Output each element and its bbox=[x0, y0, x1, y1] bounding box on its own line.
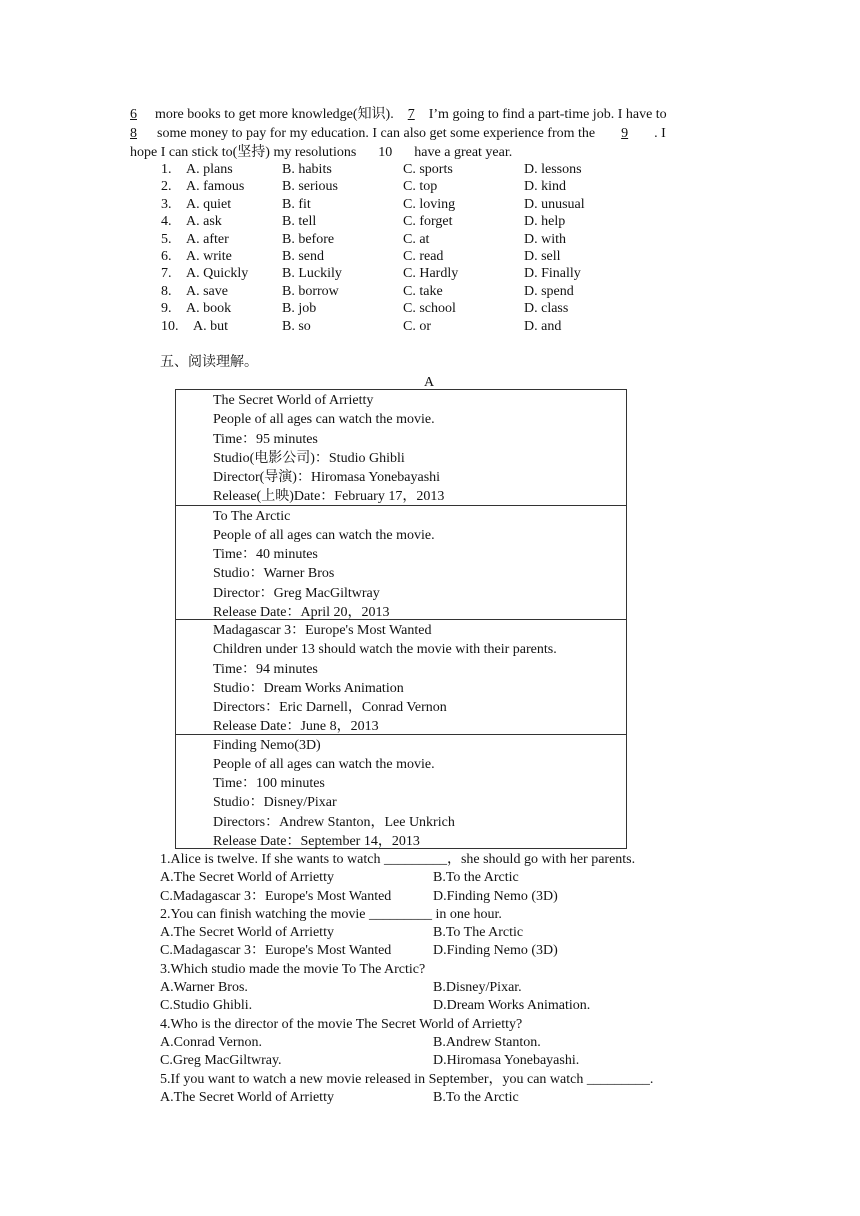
option-a: A. ask bbox=[186, 214, 222, 230]
option-c: C.Madagascar 3：Europe's Most Wanted bbox=[160, 943, 392, 959]
option-b: B. habits bbox=[282, 162, 332, 177]
option-b: B. tell bbox=[282, 214, 317, 230]
movie-release: Release(上映)Date：February 17，2013 bbox=[213, 489, 445, 505]
movie-time: Time：100 minutes bbox=[213, 776, 325, 792]
passage-text: some money to pay for my education. I can also get some experience from the bbox=[157, 126, 596, 141]
section-heading: 五、阅读理解。 bbox=[160, 355, 258, 370]
option-b: B.Disney/Pixar. bbox=[433, 980, 522, 996]
passage-line-2 bbox=[130, 125, 730, 144]
passage-text: I’m going to find a part-time job. I have to bbox=[428, 107, 667, 122]
option-a: A. book bbox=[186, 301, 232, 317]
option-number: 8. bbox=[161, 283, 172, 299]
passage-text: . I bbox=[654, 126, 666, 141]
option-number: 10. bbox=[161, 318, 179, 334]
movie-time: Time：95 minutes bbox=[213, 431, 318, 447]
question-1-options-cd bbox=[160, 888, 760, 906]
blank-10: 10 bbox=[378, 145, 393, 160]
question-text: 2.You can finish watching the movie _________ in one hour. bbox=[160, 906, 502, 922]
option-a: A. after bbox=[186, 231, 229, 247]
question-text: 3.Which studio made the movie To The Arctic? bbox=[160, 961, 426, 977]
passage-text: hope I can stick to(坚持) my resolutions bbox=[130, 145, 357, 160]
question-1 bbox=[160, 851, 760, 869]
movie-audience: Children under 13 should watch the movie with their parents. bbox=[213, 642, 557, 658]
movie-entry bbox=[176, 390, 626, 505]
passage-label: A bbox=[424, 375, 435, 390]
movie-entry bbox=[176, 505, 626, 620]
question-4-options-cd bbox=[160, 1052, 760, 1070]
option-b: B.To the Arctic bbox=[433, 1089, 519, 1105]
option-a: A. Quickly bbox=[186, 266, 249, 282]
movie-table bbox=[175, 389, 627, 849]
question-3 bbox=[160, 961, 760, 979]
option-d: D. and bbox=[524, 318, 562, 334]
option-d: D.Hiromasa Yonebayashi. bbox=[433, 1053, 580, 1069]
option-a: A. write bbox=[186, 248, 232, 264]
movie-audience: People of all ages can watch the movie. bbox=[213, 756, 435, 772]
option-b: B.To the Arctic bbox=[433, 870, 519, 886]
option-c: C. school bbox=[403, 301, 456, 317]
question-2-options-cd bbox=[160, 942, 760, 960]
passage-line-1 bbox=[130, 106, 730, 125]
option-d: D. with bbox=[524, 231, 566, 247]
option-c: C. sports bbox=[403, 162, 453, 177]
option-number: 9. bbox=[161, 301, 172, 317]
blank-8: 8 bbox=[130, 126, 137, 141]
movie-director: Directors：Andrew Stanton，Lee Unkrich bbox=[213, 814, 455, 830]
option-c: C.Studio Ghibli. bbox=[160, 998, 253, 1014]
movie-time: Time：40 minutes bbox=[213, 547, 318, 563]
option-a: A. famous bbox=[186, 179, 245, 195]
option-c: C. forget bbox=[403, 214, 453, 230]
option-b: B.Andrew Stanton. bbox=[433, 1034, 541, 1050]
question-text: 4.Who is the director of the movie The Secret World of Arrietty? bbox=[160, 1016, 523, 1032]
movie-title: To The Arctic bbox=[213, 508, 291, 524]
option-b: B. borrow bbox=[282, 283, 339, 299]
option-d: D. help bbox=[524, 214, 566, 230]
option-number: 7. bbox=[161, 266, 172, 282]
option-b: B. before bbox=[282, 231, 335, 247]
option-number: 4. bbox=[161, 214, 172, 230]
option-d: D. Finally bbox=[524, 266, 581, 282]
option-a: A. plans bbox=[186, 162, 233, 177]
movie-audience: People of all ages can watch the movie. bbox=[213, 412, 435, 428]
cloze-passage bbox=[130, 106, 730, 163]
question-2-options-ab bbox=[160, 924, 760, 942]
option-a: A.Conrad Vernon. bbox=[160, 1034, 263, 1050]
blank-6: 6 bbox=[130, 107, 137, 122]
option-b: B. serious bbox=[282, 179, 338, 195]
option-c: C. Hardly bbox=[403, 266, 459, 282]
question-5 bbox=[160, 1071, 760, 1089]
option-c: C.Greg MacGiltwray. bbox=[160, 1053, 282, 1069]
question-3-options-ab bbox=[160, 979, 760, 997]
movie-studio: Studio：Disney/Pixar bbox=[213, 795, 337, 811]
option-a: A.The Secret World of Arrietty bbox=[160, 870, 334, 886]
passage-text: more books to get more knowledge(知识). bbox=[155, 107, 394, 122]
movie-release: Release Date：April 20，2013 bbox=[213, 604, 390, 620]
option-number: 3. bbox=[161, 196, 172, 212]
passage-text: have a great year. bbox=[414, 145, 513, 160]
movie-audience: People of all ages can watch the movie. bbox=[213, 527, 435, 543]
question-1-options-ab bbox=[160, 869, 760, 887]
option-number: 6. bbox=[161, 248, 172, 264]
movie-title: The Secret World of Arrietty bbox=[213, 393, 374, 408]
option-d: D. class bbox=[524, 301, 569, 317]
blank-9: 9 bbox=[621, 126, 629, 141]
question-5-options-ab bbox=[160, 1089, 760, 1107]
movie-director: Directors：Eric Darnell，Conrad Vernon bbox=[213, 700, 447, 716]
option-number: 2. bbox=[161, 179, 172, 195]
option-a: A.The Secret World of Arrietty bbox=[160, 1089, 334, 1105]
option-number: 5. bbox=[161, 231, 172, 247]
movie-release: Release Date：June 8，2013 bbox=[213, 719, 379, 735]
option-d: D.Dream Works Animation. bbox=[433, 998, 591, 1014]
option-b: B. Luckily bbox=[282, 266, 342, 282]
option-c: C. top bbox=[403, 179, 438, 195]
movie-title: Finding Nemo(3D) bbox=[213, 737, 321, 753]
question-text: 1.Alice is twelve. If she wants to watch _________，she should go with her parents. bbox=[160, 852, 636, 867]
option-c: C. at bbox=[403, 231, 430, 247]
option-b: B. fit bbox=[282, 196, 311, 212]
option-b: B. job bbox=[282, 301, 317, 317]
movie-director: Director(导演)：Hiromasa Yonebayashi bbox=[213, 470, 441, 486]
option-b: B. send bbox=[282, 248, 324, 264]
movie-title: Madagascar 3：Europe's Most Wanted bbox=[213, 623, 432, 638]
option-b: B. so bbox=[282, 318, 311, 334]
option-d: D.Finding Nemo (3D) bbox=[433, 943, 558, 959]
option-a: A. quiet bbox=[186, 196, 232, 212]
question-text: 5.If you want to watch a new movie released in September，you can watch _________. bbox=[160, 1071, 654, 1087]
option-c: C. or bbox=[403, 318, 431, 334]
option-a: A.The Secret World of Arrietty bbox=[160, 925, 334, 941]
option-d: D. unusual bbox=[524, 196, 585, 212]
option-c: C. take bbox=[403, 283, 443, 299]
option-d: D.Finding Nemo (3D) bbox=[433, 888, 558, 904]
question-2 bbox=[160, 906, 760, 924]
option-number: 1. bbox=[161, 162, 172, 177]
option-d: D. spend bbox=[524, 283, 574, 299]
movie-time: Time：94 minutes bbox=[213, 661, 318, 677]
movie-director: Director：Greg MacGiltwray bbox=[213, 585, 380, 601]
option-a: A. save bbox=[186, 283, 228, 299]
questions bbox=[160, 851, 760, 1107]
option-b: B.To The Arctic bbox=[433, 925, 524, 941]
option-d: D. kind bbox=[524, 179, 566, 195]
option-c: C.Madagascar 3：Europe's Most Wanted bbox=[160, 888, 392, 904]
option-d: D. lessons bbox=[524, 162, 582, 177]
movie-studio: Studio：Warner Bros bbox=[213, 566, 335, 582]
movie-studio: Studio(电影公司)：Studio Ghibli bbox=[213, 450, 405, 466]
movie-release: Release Date：September 14，2013 bbox=[213, 833, 420, 849]
question-3-options-cd bbox=[160, 997, 760, 1015]
movie-entry bbox=[176, 619, 626, 734]
option-d: D. sell bbox=[524, 248, 561, 264]
question-4-options-ab bbox=[160, 1034, 760, 1052]
option-c: C. loving bbox=[403, 196, 456, 212]
option-c: C. read bbox=[403, 248, 444, 264]
option-a: A. but bbox=[193, 318, 228, 334]
question-4 bbox=[160, 1016, 760, 1034]
movie-entry bbox=[176, 734, 626, 849]
blank-7: 7 bbox=[407, 107, 415, 122]
movie-studio: Studio：Dream Works Animation bbox=[213, 680, 404, 696]
option-a: A.Warner Bros. bbox=[160, 980, 248, 996]
